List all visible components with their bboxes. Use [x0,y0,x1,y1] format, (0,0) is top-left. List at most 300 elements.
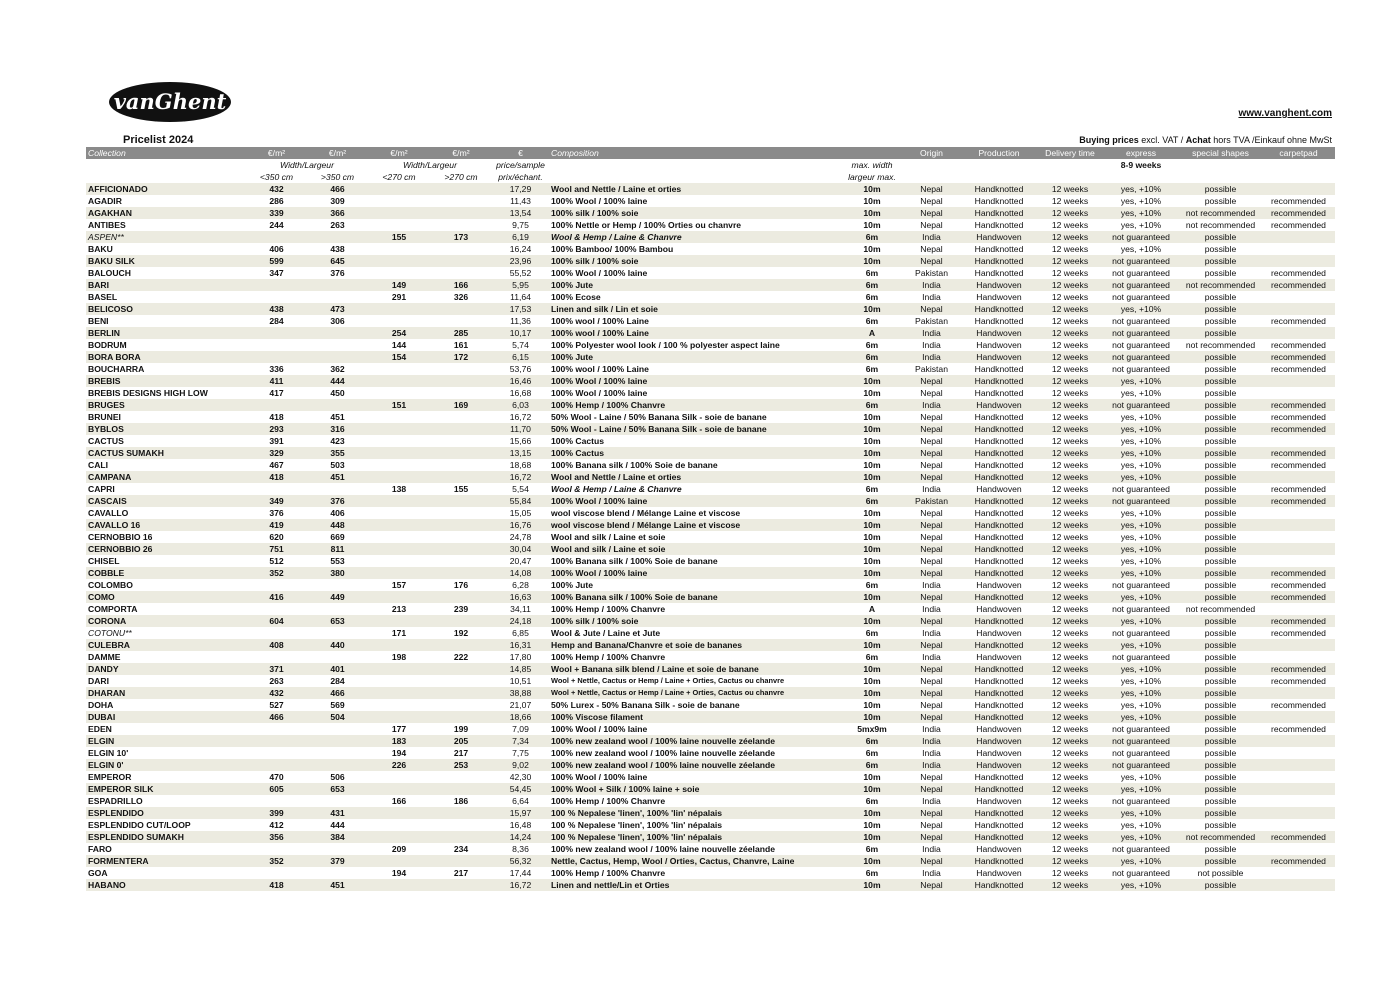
price-lt-350 [246,351,307,363]
price-lt-270: 166 [368,795,430,807]
composition: 100% wool / 100% Laine [549,315,842,327]
production: Handwoven [961,747,1037,759]
max-width: 6m [842,747,902,759]
price-gt-350 [307,747,368,759]
sample-price: 11,70 [492,423,549,435]
express: yes, +10% [1103,303,1179,315]
carpetpad [1262,747,1335,759]
collection-name: AFFICIONADO [86,183,246,195]
delivery-time: 12 weeks [1037,843,1103,855]
collection-name: BOUCHARRA [86,363,246,375]
table-row [86,435,1335,447]
price-gt-270 [430,243,492,255]
carpetpad [1262,303,1335,315]
price-gt-350: 431 [307,807,368,819]
composition: 100% Ecose [549,291,842,303]
table-row [86,183,1335,195]
delivery-time: 12 weeks [1037,303,1103,315]
max-width: 10m [842,303,902,315]
sample-price: 6,28 [492,579,549,591]
price-lt-270 [368,207,430,219]
price-lt-270: 154 [368,351,430,363]
origin: Nepal [902,531,961,543]
special-shapes: possible [1179,375,1262,387]
sample-price: 10,17 [492,327,549,339]
price-gt-270 [430,687,492,699]
price-gt-350: 466 [307,687,368,699]
sample-price: 6,03 [492,399,549,411]
composition: 100% new zealand wool / 100% laine nouvelle zéelande [549,843,842,855]
price-lt-270 [368,243,430,255]
carpetpad [1262,795,1335,807]
composition: 50% Lurex - 50% Banana Silk - soie de banane [549,699,842,711]
delivery-time: 12 weeks [1037,723,1103,735]
production: Handknotted [961,255,1037,267]
price-gt-350 [307,759,368,771]
production: Handwoven [961,603,1037,615]
origin: Nepal [902,591,961,603]
subheader-row-2 [86,171,1335,183]
price-gt-270 [430,783,492,795]
origin: Nepal [902,423,961,435]
table-row [86,603,1335,615]
collection-name: BRUNEI [86,411,246,423]
express: yes, +10% [1103,471,1179,483]
collection-name: CAVALLO [86,507,246,519]
collection-name: ESPLENDIDO CUT/LOOP [86,819,246,831]
max-width: 6m [842,363,902,375]
price-lt-270 [368,423,430,435]
price-lt-350: 604 [246,615,307,627]
special-shapes: possible [1179,483,1262,495]
width-gt-270: >270 cm [444,172,478,182]
max-width: 6m [842,339,902,351]
col-special-shapes: special shapes [1179,147,1262,159]
composition: 100% Viscose filament [549,711,842,723]
price-gt-270 [430,267,492,279]
price-gt-270: 172 [430,351,492,363]
delivery-time: 12 weeks [1037,795,1103,807]
price-lt-350: 418 [246,879,307,891]
delivery-time: 12 weeks [1037,663,1103,675]
delivery-time: 12 weeks [1037,447,1103,459]
price-lt-350 [246,483,307,495]
express: not guaranteed [1103,291,1179,303]
max-width: 10m [842,567,902,579]
express: yes, +10% [1103,183,1179,195]
carpetpad [1262,603,1335,615]
sample-price: 55,84 [492,495,549,507]
price-gt-350: 406 [307,507,368,519]
express: not guaranteed [1103,315,1179,327]
table-row [86,195,1335,207]
price-lt-270 [368,615,430,627]
price-gt-350 [307,735,368,747]
collection-name: CASCAIS [86,495,246,507]
price-gt-350: 506 [307,771,368,783]
composition: Linen and nettle/Lin et Orties [549,879,842,891]
table-row [86,675,1335,687]
price-gt-270 [430,819,492,831]
production: Handwoven [961,231,1037,243]
price-lt-350: 406 [246,243,307,255]
special-shapes: possible [1179,543,1262,555]
table-row [86,231,1335,243]
price-lt-270 [368,699,430,711]
carpetpad [1262,687,1335,699]
price-lt-270 [368,387,430,399]
express-time-label: 8-9 weeks [1120,160,1162,170]
express: not guaranteed [1103,735,1179,747]
table-row [86,639,1335,651]
composition: Wool + Nettle, Cactus or Hemp / Laine + Orties, Cactus ou chanvre [549,675,842,687]
price-lt-270 [368,219,430,231]
price-lt-350 [246,843,307,855]
price-gt-350: 379 [307,855,368,867]
carpetpad [1262,375,1335,387]
origin: Nepal [902,219,961,231]
price-gt-350 [307,291,368,303]
table-row [86,423,1335,435]
price-lt-270: 177 [368,723,430,735]
delivery-time: 12 weeks [1037,423,1103,435]
composition: 100% silk / 100% soie [549,255,842,267]
price-gt-350: 444 [307,375,368,387]
delivery-time: 12 weeks [1037,675,1103,687]
express: yes, +10% [1103,219,1179,231]
express: yes, +10% [1103,879,1179,891]
max-width: 10m [842,639,902,651]
origin: Nepal [902,411,961,423]
delivery-time: 12 weeks [1037,339,1103,351]
price-lt-350 [246,759,307,771]
price-gt-270 [430,567,492,579]
origin: India [902,795,961,807]
origin: India [902,327,961,339]
composition: Linen and silk / Lin et soie [549,303,842,315]
price-lt-350 [246,735,307,747]
carpetpad: recommended [1262,315,1335,327]
special-shapes: possible [1179,351,1262,363]
express: not guaranteed [1103,843,1179,855]
production: Handknotted [961,543,1037,555]
sample-price: 6,85 [492,627,549,639]
price-lt-350 [246,651,307,663]
price-lt-350 [246,291,307,303]
composition: 100% new zealand wool / 100% laine nouvelle zéelande [549,747,842,759]
collection-name: GOA [86,867,246,879]
price-lt-350 [246,327,307,339]
composition: Wool + Nettle, Cactus or Hemp / Laine + Orties, Cactus ou chanvre [549,687,842,699]
origin: Nepal [902,615,961,627]
origin: Nepal [902,699,961,711]
composition: 100 % Nepalese 'linen', 100% 'lin' népalais [549,831,842,843]
special-shapes: possible [1179,303,1262,315]
price-lt-270 [368,459,430,471]
max-width: 10m [842,387,902,399]
largeur-max-label: largeur max. [848,172,896,182]
sample-price: 34,11 [492,603,549,615]
max-width: 6m [842,291,902,303]
production: Handwoven [961,291,1037,303]
width-lt-350: <350 cm [259,172,294,182]
price-gt-350: 473 [307,303,368,315]
price-gt-350: 362 [307,363,368,375]
price-lt-270: 138 [368,483,430,495]
carpetpad [1262,183,1335,195]
delivery-time: 12 weeks [1037,495,1103,507]
col-price-3: €/m² [368,147,430,159]
price-gt-270 [430,375,492,387]
sample-price: 16,31 [492,639,549,651]
special-shapes: possible [1179,267,1262,279]
express: yes, +10% [1103,435,1179,447]
website-link[interactable]: www.vanghent.com [1238,108,1332,119]
carpetpad [1262,435,1335,447]
price-lt-270: 171 [368,627,430,639]
composition: 100 % Nepalese 'linen', 100% 'lin' népalais [549,819,842,831]
carpetpad: recommended [1262,267,1335,279]
table-row [86,879,1335,891]
carpetpad: recommended [1262,675,1335,687]
price-lt-270 [368,567,430,579]
max-width: 6m [842,579,902,591]
express: not guaranteed [1103,495,1179,507]
price-gt-270 [430,831,492,843]
special-shapes: possible [1179,423,1262,435]
price-lt-270 [368,831,430,843]
collection-name: BENI [86,315,246,327]
origin: Nepal [902,303,961,315]
max-width: 10m [842,459,902,471]
max-width: 6m [842,315,902,327]
sample-price: 14,08 [492,567,549,579]
collection-name: BRUGES [86,399,246,411]
price-gt-350: 263 [307,219,368,231]
delivery-time: 12 weeks [1037,219,1103,231]
delivery-time: 12 weeks [1037,591,1103,603]
price-lt-350 [246,747,307,759]
table-row [86,867,1335,879]
max-width: 6m [842,483,902,495]
max-width: 10m [842,855,902,867]
max-width: 10m [842,615,902,627]
collection-name: COLOMBO [86,579,246,591]
sample-price: 7,09 [492,723,549,735]
price-lt-350: 620 [246,531,307,543]
production: Handknotted [961,363,1037,375]
production: Handknotted [961,315,1037,327]
price-gt-270: 205 [430,735,492,747]
express: yes, +10% [1103,507,1179,519]
express: yes, +10% [1103,519,1179,531]
sample-price: 13,54 [492,207,549,219]
express: yes, +10% [1103,663,1179,675]
composition: 100% Banana silk / 100% Soie de banane [549,591,842,603]
express: not guaranteed [1103,351,1179,363]
origin: India [902,759,961,771]
price-lt-350: 438 [246,303,307,315]
price-lt-350 [246,279,307,291]
special-shapes: possible [1179,795,1262,807]
price-lt-350: 416 [246,591,307,603]
origin: Nepal [902,807,961,819]
carpetpad [1262,231,1335,243]
composition: 100% Wool / 100% laine [549,267,842,279]
express: not guaranteed [1103,231,1179,243]
collection-name: DANDY [86,663,246,675]
max-width: 10m [842,543,902,555]
max-width: 6m [842,867,902,879]
max-width: 6m [842,651,902,663]
max-width: 10m [842,531,902,543]
price-lt-350: 244 [246,219,307,231]
sample-price: 15,05 [492,507,549,519]
price-gt-270: 285 [430,327,492,339]
price-lt-350: 349 [246,495,307,507]
table-row [86,411,1335,423]
origin: India [902,399,961,411]
composition: 100% Bamboo/ 100% Bambou [549,243,842,255]
table-row [86,459,1335,471]
sample-price: 17,29 [492,183,549,195]
composition: 100% new zealand wool / 100% laine nouvelle zéelande [549,735,842,747]
express: yes, +10% [1103,711,1179,723]
table-row [86,315,1335,327]
price-gt-270 [430,663,492,675]
price-gt-350: 449 [307,591,368,603]
sample-price: 42,30 [492,771,549,783]
max-width: 6m [842,399,902,411]
price-gt-270 [430,219,492,231]
header-row [86,147,1335,159]
origin: Nepal [902,819,961,831]
origin: Nepal [902,855,961,867]
price-gt-270 [430,807,492,819]
prix-echant-label: prix/échant. [498,172,543,182]
col-carpetpad: carpetpad [1262,147,1335,159]
carpetpad [1262,651,1335,663]
special-shapes: possible [1179,183,1262,195]
origin: Nepal [902,243,961,255]
composition: 100% Wool / 100% laine [549,375,842,387]
delivery-time: 12 weeks [1037,363,1103,375]
table-row [86,615,1335,627]
special-shapes: possible [1179,255,1262,267]
price-gt-270 [430,435,492,447]
production: Handwoven [961,759,1037,771]
price-lt-270 [368,303,430,315]
composition: 100% Banana silk / 100% Soie de banane [549,555,842,567]
special-shapes: possible [1179,879,1262,891]
collection-name: BORA BORA [86,351,246,363]
express: yes, +10% [1103,387,1179,399]
delivery-time: 12 weeks [1037,243,1103,255]
col-collection: Collection [86,147,246,159]
sample-price: 10,51 [492,675,549,687]
price-gt-350 [307,279,368,291]
special-shapes: possible [1179,195,1262,207]
sample-price: 5,95 [492,279,549,291]
origin: Nepal [902,435,961,447]
special-shapes: possible [1179,387,1262,399]
special-shapes: possible [1179,507,1262,519]
price-lt-350: 527 [246,699,307,711]
express: not guaranteed [1103,651,1179,663]
production: Handwoven [961,339,1037,351]
price-lt-270 [368,855,430,867]
special-shapes: possible [1179,783,1262,795]
max-width: 10m [842,819,902,831]
production: Handwoven [961,327,1037,339]
price-gt-350: 451 [307,411,368,423]
price-lt-350 [246,399,307,411]
sample-price: 9,02 [492,759,549,771]
special-shapes: possible [1179,243,1262,255]
carpetpad: recommended [1262,207,1335,219]
composition: Hemp and Banana/Chanvre et soie de bananes [549,639,842,651]
delivery-time: 12 weeks [1037,735,1103,747]
production: Handwoven [961,483,1037,495]
carpetpad: recommended [1262,567,1335,579]
composition: Wool and silk / Laine et soie [549,543,842,555]
collection-name: BASEL [86,291,246,303]
collection-name: CULEBRA [86,639,246,651]
price-lt-350: 408 [246,639,307,651]
table-row [86,759,1335,771]
table-row [86,831,1335,843]
special-shapes: possible [1179,327,1262,339]
price-gt-270 [430,555,492,567]
price-lt-270 [368,411,430,423]
collection-name: COTONU** [86,627,246,639]
express: not guaranteed [1103,255,1179,267]
price-lt-270 [368,195,430,207]
max-width: 10m [842,411,902,423]
production: Handwoven [961,735,1037,747]
express: not guaranteed [1103,327,1179,339]
composition: 100% Hemp / 100% Chanvre [549,795,842,807]
sample-price: 6,64 [492,795,549,807]
delivery-time: 12 weeks [1037,195,1103,207]
delivery-time: 12 weeks [1037,687,1103,699]
origin: Nepal [902,519,961,531]
origin: Nepal [902,255,961,267]
price-lt-270: 194 [368,747,430,759]
composition: 100% Polyester wool look / 100 % polyester aspect laine [549,339,842,351]
collection-name: CACTUS SUMAKH [86,447,246,459]
origin: Nepal [902,879,961,891]
production: Handknotted [961,783,1037,795]
sample-price: 18,68 [492,459,549,471]
col-composition: Composition [549,147,842,159]
express: not guaranteed [1103,483,1179,495]
price-lt-270 [368,663,430,675]
col-price-2: €/m² [307,147,368,159]
price-lt-350 [246,867,307,879]
collection-name: ELGIN 10' [86,747,246,759]
collection-name: CHISEL [86,555,246,567]
delivery-time: 12 weeks [1037,459,1103,471]
price-lt-270 [368,819,430,831]
composition: 100% new zealand wool / 100% laine nouvelle zéelande [549,759,842,771]
production: Handwoven [961,723,1037,735]
price-gt-270 [430,879,492,891]
delivery-time: 12 weeks [1037,879,1103,891]
col-price-4: €/m² [430,147,492,159]
origin: Pakistan [902,267,961,279]
max-width: 6m [842,735,902,747]
